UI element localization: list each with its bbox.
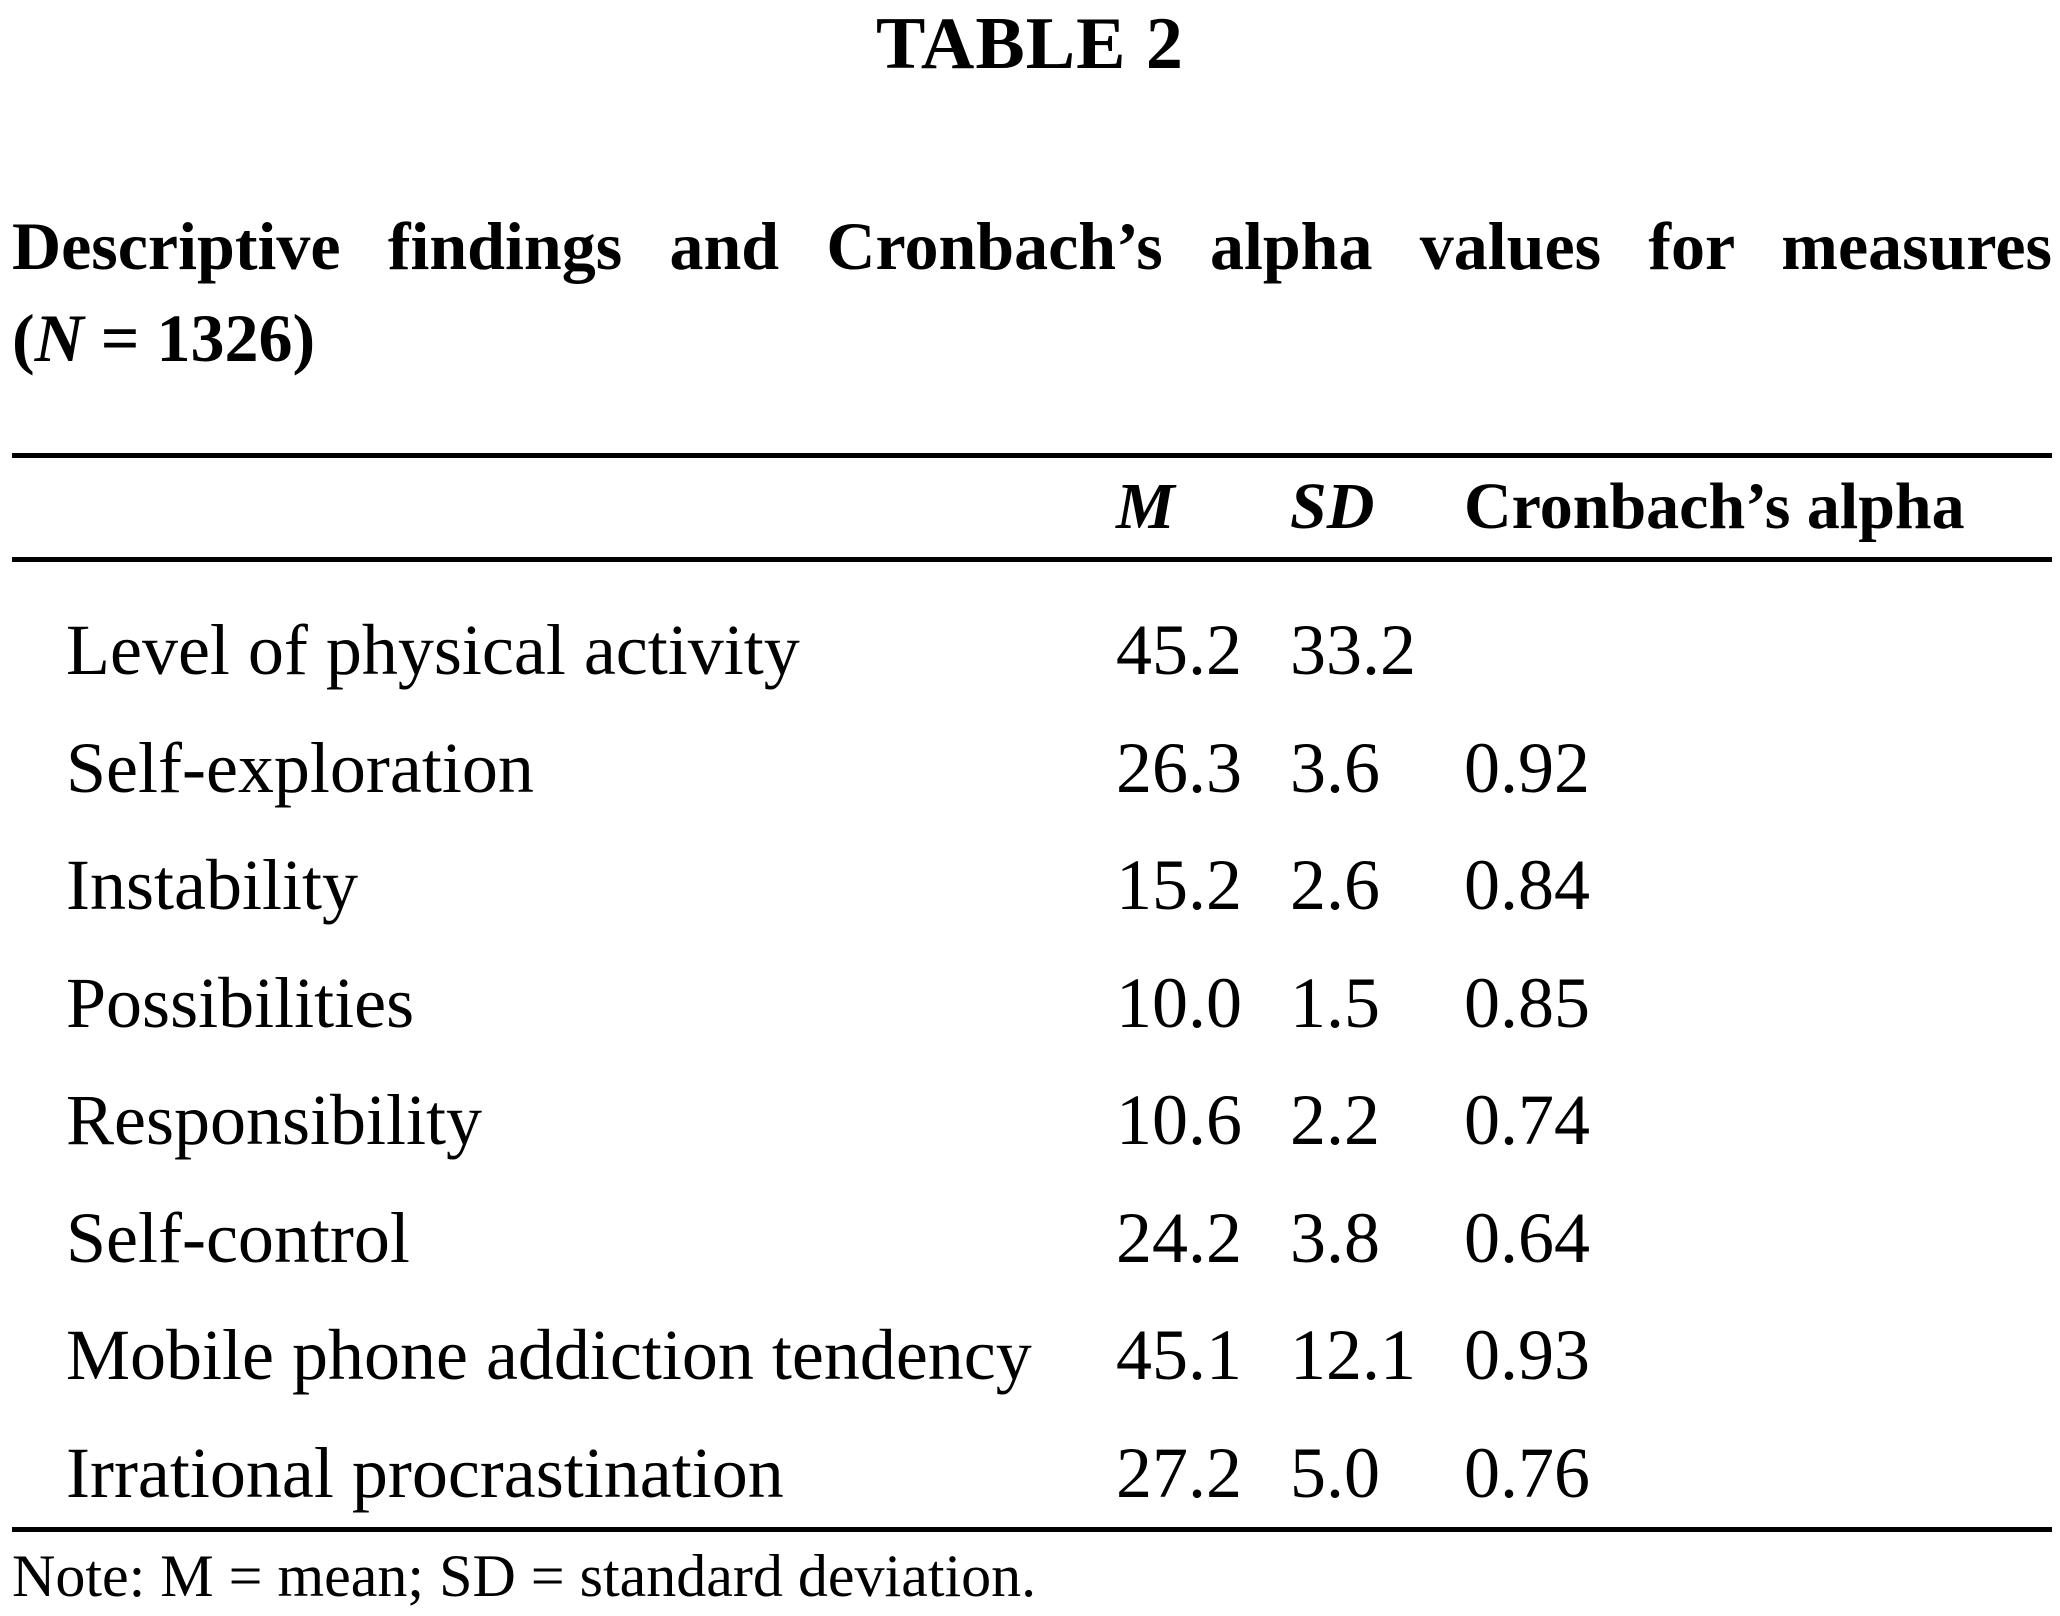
- table-row: [0, 1180, 2060, 1298]
- table-note: Note: M = mean; SD = standard deviation.: [12, 1543, 1037, 1609]
- row-sd: 2.2: [1290, 1080, 1380, 1160]
- row-sd: 33.2: [1290, 610, 1416, 690]
- row-label: Responsibility: [66, 1080, 483, 1160]
- row-mean: 27.2: [1116, 1432, 1242, 1513]
- row-alpha: 0.76: [1464, 1432, 1590, 1513]
- row-label: Level of physical activity: [66, 610, 800, 690]
- row-alpha: 0.84: [1464, 845, 1590, 925]
- table-row: [0, 1415, 2060, 1533]
- caption-line-2: [12, 292, 2052, 384]
- caption-n-symbol: N: [34, 300, 84, 376]
- row-sd: 12.1: [1290, 1315, 1416, 1395]
- table-row: [0, 710, 2060, 828]
- row-label: Possibilities: [66, 962, 415, 1043]
- table-bottom-rule: [12, 1527, 2052, 1532]
- row-sd: 5.0: [1290, 1432, 1380, 1513]
- row-label: Instability: [66, 845, 358, 925]
- row-sd: 2.6: [1290, 845, 1380, 925]
- table-top-rule: [12, 453, 2052, 458]
- row-mean: 45.1: [1116, 1315, 1242, 1395]
- row-alpha: 0.85: [1464, 962, 1590, 1043]
- row-sd: 3.6: [1290, 727, 1380, 808]
- table-caption: [12, 200, 2052, 384]
- row-mean: 10.6: [1116, 1080, 1242, 1160]
- row-mean: 26.3: [1116, 727, 1242, 808]
- row-label: Self-control: [66, 1197, 410, 1278]
- row-alpha: 0.74: [1464, 1080, 1590, 1160]
- caption-line-1: Descriptive findings and Cronbach’s alpha values for measures: [12, 208, 2052, 284]
- table-label: TABLE 2: [876, 3, 1184, 85]
- row-label: Mobile phone addiction tendency: [66, 1315, 1032, 1395]
- table-header-row: [0, 462, 2060, 552]
- row-sd: 3.8: [1290, 1197, 1380, 1278]
- row-label: Irrational procrastination: [66, 1432, 784, 1513]
- table-row: [0, 827, 2060, 945]
- table-row: [0, 945, 2060, 1063]
- table-row: [0, 1297, 2060, 1415]
- row-alpha: 0.64: [1464, 1197, 1590, 1278]
- row-label: Self-exploration: [66, 727, 534, 808]
- row-mean: 24.2: [1116, 1197, 1242, 1278]
- row-sd: 1.5: [1290, 962, 1380, 1043]
- header-alpha: Cronbach’s alpha: [1464, 470, 1965, 543]
- caption-paren-open: (: [12, 300, 35, 376]
- table-header-rule: [12, 557, 2052, 562]
- row-mean: 10.0: [1116, 962, 1242, 1043]
- row-alpha: 0.93: [1464, 1315, 1590, 1395]
- caption-n-value: = 1326): [83, 300, 316, 376]
- header-sd: SD: [1290, 470, 1375, 543]
- row-mean: 15.2: [1116, 845, 1242, 925]
- header-m: M: [1116, 470, 1175, 543]
- table-body: [0, 592, 2060, 1532]
- table-row: [0, 592, 2060, 710]
- row-alpha: 0.92: [1464, 727, 1590, 808]
- row-mean: 45.2: [1116, 610, 1242, 690]
- table-row: [0, 1062, 2060, 1180]
